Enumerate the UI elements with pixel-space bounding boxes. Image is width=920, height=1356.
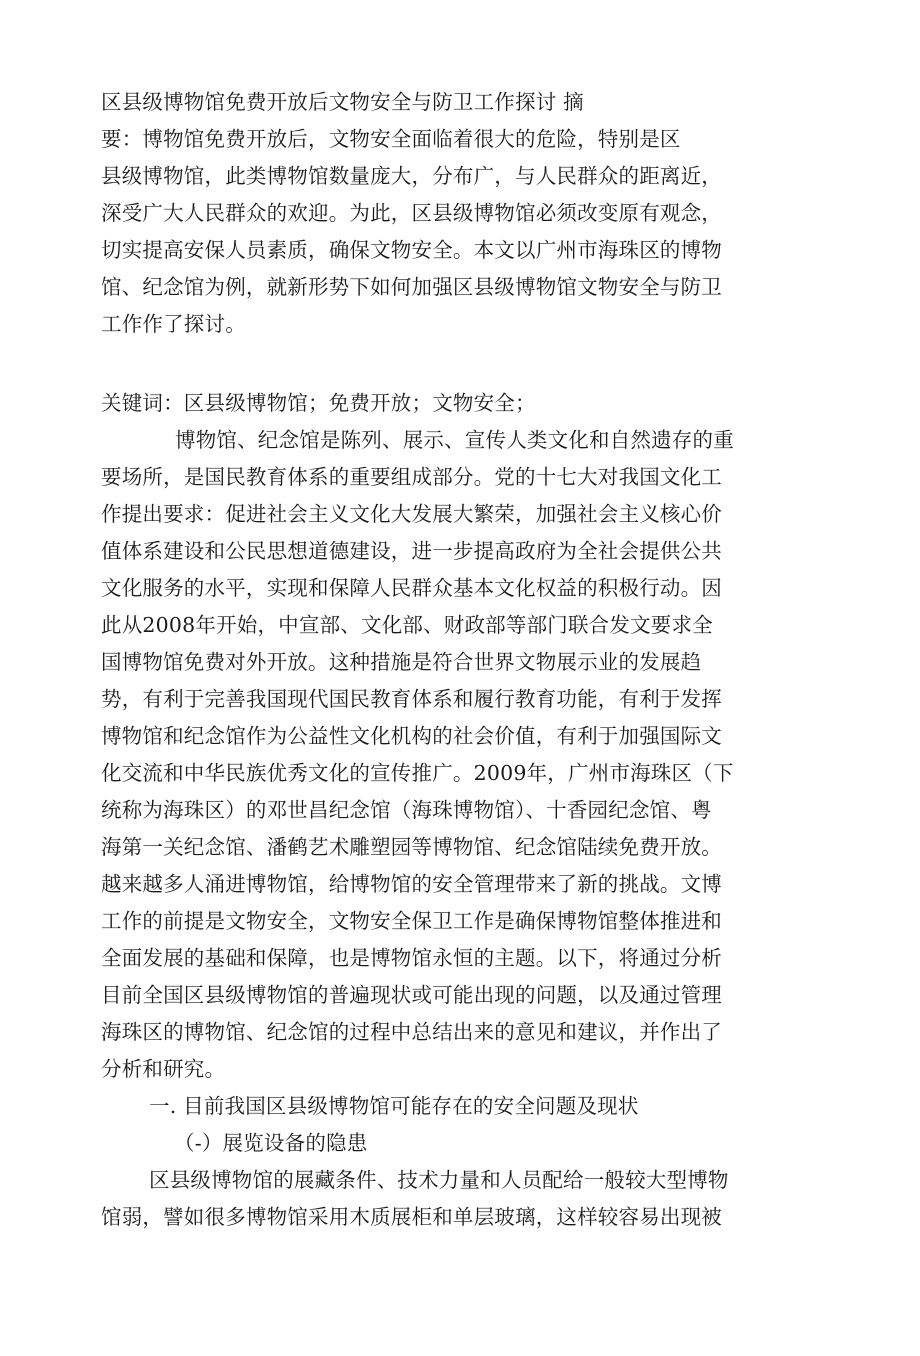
body-line: 目前全国区县级博物馆的普遍现状或可能出现的问题，以及通过管理 [101, 983, 722, 1007]
body-line: 全面发展的基础和保障，也是博物馆永恒的主题。以下，将通过分析 [101, 946, 722, 970]
body-line: 统称为海珠区）的邓世昌纪念馆（海珠博物馆）、十香园纪念馆、粤 [101, 798, 712, 822]
abstract-line: 深受广大人民群众的欢迎。为此，区县级博物馆必须改变原有观念， [101, 201, 722, 225]
body-line: 国博物馆免费对外开放。这种措施是符合世界文物展示业的发展趋 [101, 650, 702, 674]
body-line: 势，有利于完善我国现代国民教育体系和履行教育功能，有利于发挥 [101, 687, 722, 711]
abstract-line: 馆、纪念馆为例，就新形势下如何加强区县级博物馆文物安全与防卫 [101, 275, 722, 299]
body-line: 博物馆、纪念馆是陈列、展示、宣传人类文化和自然遗存的重 [175, 428, 734, 452]
body-line: 海珠区的博物馆、纪念馆的过程中总结出来的意见和建议，并作出了 [101, 1020, 722, 1044]
body-line: 值体系建设和公民思想道德建设，进一步提高政府为全社会提供公共 [101, 539, 722, 563]
body-line: 越来越多人涌进博物馆，给博物馆的安全管理带来了新的挑战。文博 [101, 872, 722, 896]
body-line: 博物馆和纪念馆作为公益性文化机构的社会价值，有利于加强国际文 [101, 724, 722, 748]
abstract-line: 切实提高安保人员素质，确保文物安全。本文以广州市海珠区的博物 [101, 238, 722, 262]
abstract-line: 工作作了探讨。 [101, 312, 246, 336]
body-line: 文化服务的水平，实现和保障人民群众基本文化权益的积极行动。因 [101, 576, 722, 600]
body-line: 海第一关纪念馆、潘鹤艺术雕塑园等博物馆、纪念馆陆续免费开放。 [101, 835, 722, 859]
body-line: 分析和研究。 [101, 1057, 226, 1081]
body-line: 作提出要求：促进社会主义文化大发展大繁荣，加强社会主义核心价 [101, 502, 722, 526]
section-heading: 一. 目前我国区县级博物馆可能存在的安全问题及现状 [149, 1094, 639, 1118]
body-line: 要场所，是国民教育体系的重要组成部分。党的十七大对我国文化工 [101, 465, 722, 489]
body-line: 此从2008年开始，中宣部、文化部、财政部等部门联合发文要求全 [101, 613, 713, 637]
abstract-line: 要：博物馆免费开放后，文物安全面临着很大的危险，特别是区 [101, 127, 681, 151]
keywords: 关键词：区县级博物馆；免费开放；文物安全； [101, 391, 536, 415]
body-line: 区县级博物馆的展藏条件、技术力量和人员配给一般较大型博物 [149, 1168, 729, 1192]
body-line: 工作的前提是文物安全，文物安全保卫工作是确保博物馆整体推进和 [101, 909, 722, 933]
body-line: 馆弱，譬如很多博物馆采用木质展柜和单层玻璃，这样较容易出现被 [101, 1205, 722, 1229]
body-line: 化交流和中华民族优秀文化的宣传推广。2009年，广州市海珠区（下 [101, 761, 734, 785]
abstract-line: 县级博物馆，此类博物馆数量庞大，分布广，与人民群众的距离近， [101, 164, 722, 188]
document-title-line: 区县级博物馆免费开放后文物安全与防卫工作探讨 摘 [101, 90, 584, 114]
subsection-heading: （-）展览设备的隐患 [174, 1131, 368, 1155]
